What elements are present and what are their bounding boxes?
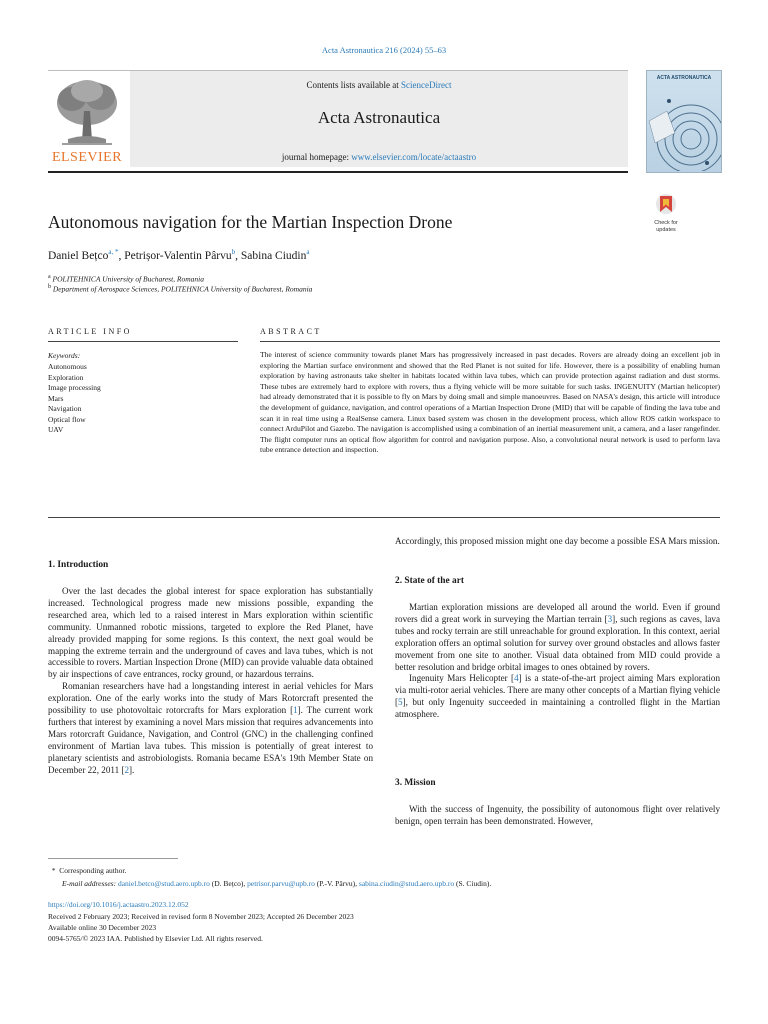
email-link[interactable]: petrisor.parvu@upb.ro — [247, 879, 315, 888]
footnote-rule — [48, 858, 178, 859]
email-owner: (S. Ciudin). — [454, 879, 492, 888]
corresponding-author-note — [48, 865, 126, 876]
author-affiliation-marker[interactable]: b — [231, 248, 236, 256]
sota-p2-text: ], but only Ingenuity succeeded in maintaining a controlled flight in the Martian atmosphere. — [395, 697, 720, 720]
citation-link[interactable]: 1 — [293, 705, 298, 716]
citation-link[interactable]: 5 — [398, 697, 403, 708]
elsevier-logo[interactable] — [48, 73, 126, 167]
intro-paragraph-1: Over the last decades the global interest for space exploration has substantially increased. Technological progress made new missions possible, expanding the researched area, which led to a raised interest in Mars exploration within scientific community. Unmanned robotic missions, targeted to explore the Red Planet, have already provided mapping for some regions. Is this context, the next goal would be mapping the extreme terrain and the underground of caves and lava tubes, which is not accessible to rovers. Martian Inspection Drone (MID) can provide valuable data obtained by air inspections of cave entrances, rocky ground, or hazardous terrains. — [48, 586, 373, 680]
footnote-marker: * — [51, 866, 56, 875]
check-updates-label — [646, 220, 686, 233]
email-owner: (D. Bețco), — [209, 879, 248, 888]
abstract-rule — [260, 341, 720, 342]
keyword: Image processing — [48, 383, 101, 392]
affiliation-text: POLITEHNICA University of Bucharest, Romania — [52, 274, 204, 284]
cover-orbit-graphic — [647, 81, 721, 171]
keywords-label: Keywords: — [48, 351, 81, 360]
copyright-line: 0094-5765/© 2023 IAA. Published by Elsevier Ltd. All rights reserved. — [48, 934, 263, 943]
author-name[interactable]: Daniel Bețco — [48, 249, 109, 262]
keyword: Navigation — [48, 404, 82, 413]
mission-heading: 3. Mission — [395, 778, 436, 788]
keyword-list — [48, 362, 101, 436]
intro-p2-text: Romanian researchers have had a longstanding interest in aerial vehicles for Mars exploration. One of the early works into the study of Mars Rotorcraft presented the possibility to use photovoltaic rotorcrafts for Mars exploration [ — [48, 681, 373, 716]
sota-p1-text: Martian exploration missions are developed all around the world. Even if ground rovers did a great work in surveying the Martian terrain [ — [395, 602, 720, 624]
sota-p2-text: Ingenuity Mars Helicopter [ — [409, 673, 515, 684]
elsevier-wordmark: ELSEVIER — [51, 150, 123, 165]
check-updates-line1: Check for — [654, 220, 678, 226]
journal-reference[interactable]: Acta Astronautica 216 (2024) 55–63 — [321, 45, 447, 55]
email-link[interactable]: sabina.ciudin@stud.aero.upb.ro — [358, 879, 455, 888]
article-title: Autonomous navigation for the Martian Inspection Drone — [48, 212, 453, 232]
received-dates: Received 2 February 2023; Received in revised form 8 November 2023; Accepted 26 December 2023 — [48, 912, 354, 921]
affiliation-marker: a — [48, 274, 51, 280]
abstract-text: The interest of science community towards planet Mars has progressively increased in past decades. Rovers are already doing an excellent job in exploring the Martian surface environment and showed that the Red Planet is not suited for life. However, there is a possibility of enabling human exploration by having astronauts take shelter in habitats located within lava tubes, which can provide protection against radiation and dust storms. These tubes are extremely hard to explore with rovers, thus a flying vehicle will be more suitable for such tasks. INGENUITY (Martian helicopter) had already demonstrated that it is possible to fly on Mars by doing small and simple manoeuvres. Based on NASA's design, this article will introduce the development of guidance, navigation, and control operations of a Martian Inspection Drone (MID) that will be capable of finding the lava tube and scan it in real time using a RealSense camera. Linux based system was chosen in the development process, which allow ROS catkin workspace to connect ArduPilot and Gazebo. The navigation is accomplished using a combination of an inertial measurement unit, a camera, and a laser rangefinder. The flight computer runs an optical flow algorithm for control and navigation purpose. Also, a convolutional neural network is used to perform lava tube entrance detection and inspection. — [260, 350, 720, 455]
affiliation-text: Department of Aerospace Sciences, POLITEHNICA University of Bucharest, Romania — [52, 284, 313, 294]
journal-title: Acta Astronautica — [317, 108, 441, 127]
author-affiliation-marker[interactable]: a — [306, 248, 310, 256]
doi-link[interactable]: https://doi.org/10.1016/j.actaastro.2023.12.052 — [48, 900, 189, 909]
mission-text — [395, 804, 720, 828]
abstract-bottom-rule — [48, 517, 720, 518]
intro-p2-text: ]. — [128, 764, 135, 775]
author-name[interactable]: Sabina Ciudin — [240, 249, 307, 262]
corresponding-author-text: Corresponding author. — [59, 866, 127, 875]
journal-cover-thumbnail[interactable] — [646, 70, 722, 173]
contents-prefix: Contents lists available at — [306, 80, 401, 90]
sciencedirect-link[interactable]: ScienceDirect — [401, 80, 452, 90]
check-for-updates-badge[interactable] — [646, 193, 686, 233]
author-name[interactable]: Petrișor-Valentin Pârvu — [124, 249, 232, 262]
state-of-the-art-heading: 2. State of the art — [395, 576, 464, 586]
keyword: UAV — [48, 425, 64, 434]
check-updates-line2: updates — [656, 226, 676, 233]
email-link[interactable]: daniel.betco@stud.aero.upb.ro — [117, 879, 210, 888]
homepage-label: journal homepage: — [281, 152, 352, 162]
left-column — [48, 586, 373, 777]
keyword: Exploration — [48, 372, 84, 382]
right-column-top — [395, 536, 720, 548]
homepage-link[interactable]: www.elsevier.com/locate/actaastro — [351, 152, 477, 162]
mission-paragraph-1: With the success of Ingenuity, the possibility of autonomous flight over relatively benign, open terrain has been demonstrated. However, — [395, 804, 720, 826]
intro-p2-text: ]. The current work furthers that interest by examining a novel Mars mission that requires advancements into Mars rotorcraft Guidance, Navigation, and Control (GNC) in the challenging confined environment of Martian lava tubes. This mission is potentially of great interest to planetary scientists and astrobiologists. Romania became ESA's 19th Member State on December 22, 2011 [ — [48, 705, 373, 775]
sota-paragraph-1 — [395, 602, 720, 673]
article-info-heading: ARTICLE INFO — [48, 327, 132, 336]
email-addresses-line — [62, 878, 491, 889]
keyword: Autonomous — [48, 362, 87, 371]
affiliation-b — [48, 284, 312, 294]
introduction-heading: 1. Introduction — [48, 560, 109, 570]
article-info-rule — [48, 341, 238, 342]
affiliation-marker: b — [48, 284, 51, 290]
contents-available-line — [130, 80, 628, 90]
affiliation-a — [48, 274, 204, 284]
sota-paragraph-2 — [395, 673, 720, 721]
state-of-the-art-text — [395, 602, 720, 721]
author-affiliation-marker[interactable]: a, * — [108, 248, 119, 256]
header-bottom-rule — [48, 171, 628, 173]
continued-paragraph: Accordingly, this proposed mission might one day become a possible ESA Mars mission. — [395, 536, 720, 546]
cover-title: ACTA ASTRONAUTICA — [656, 75, 712, 81]
journal-homepage-line — [130, 152, 628, 162]
bookmark-icon — [646, 193, 686, 215]
author-separator: , — [118, 249, 125, 262]
available-online-date: Available online 30 December 2023 — [48, 923, 157, 932]
email-label: E-mail addresses: — [62, 879, 117, 888]
intro-paragraph-2 — [48, 681, 373, 776]
citation-link[interactable]: 4 — [514, 673, 519, 684]
sota-p2-text: ] is a state-of-the-art project aiming Mars exploration via multi-rotor aerial vehicles. There are many other concepts of a Martian flying vehicle [ — [395, 673, 720, 708]
email-owner: (P.-V. Pârvu), — [314, 879, 359, 888]
keyword: Mars — [48, 393, 64, 403]
sota-p1-text: ], such regions as caves, lava tubes and rocky terrain are still unreachable for ground exploration. In this context, aerial exploration offers an optimal solution for survey over ground obstacles and allows faster movement from one site to another. Visual data obtained from MID could provide a better resolution and bridge orbital images to ones obtained by rovers. — [395, 613, 720, 672]
author-list — [48, 248, 309, 262]
citation-link[interactable]: 2 — [124, 764, 129, 775]
author-separator: , — [235, 249, 241, 262]
abstract-heading: ABSTRACT — [260, 327, 322, 336]
keyword: Optical flow — [48, 414, 86, 424]
citation-link[interactable]: 3 — [607, 613, 613, 624]
